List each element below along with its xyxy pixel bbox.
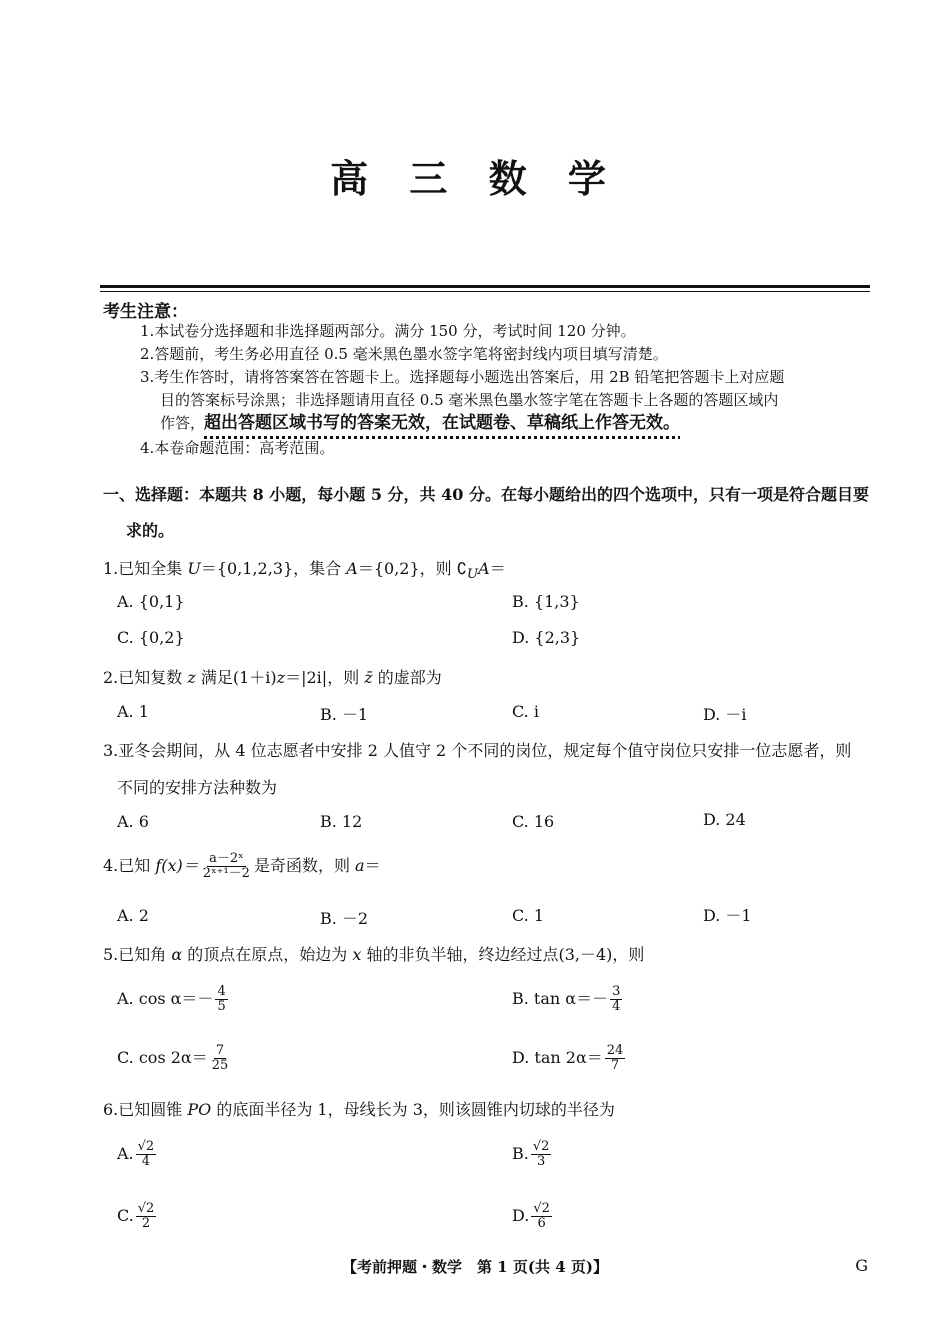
q5-option-a: A. cos α＝－ $\frac{4}{5}$ [117,984,226,1014]
q6-option-a: A. $\frac{√2}{4}$ [117,1139,155,1169]
notice-item-3-cont2: 作答， [160,414,206,432]
question-3-cont: 不同的安排方法种数为 [117,778,278,797]
q1-option-d: D. {2,3} [512,628,581,647]
q2-option-d: D. －i [703,705,747,724]
question-4: 4.已知 f(x)＝ $\frac{\text{a－2ˣ}}{\text{2ˣ⁺¹－2}}$ 是奇函数，则 a＝ [103,851,381,881]
q6-option-d: D. $\frac{√2}{6}$ [512,1201,550,1231]
q3-option-b: B. 12 [320,812,363,831]
q4-option-a: A. 2 [117,906,149,925]
q5-option-b: B. tan α＝－ $\frac{3}{4}$ [512,984,621,1014]
q4-option-c: C. 1 [512,906,545,925]
notice-item-4: 4.本卷命题范围：高考范围。 [140,439,335,457]
notice-item-2: 2.答题前，考生务必用直径 0.5 毫米黑色墨水签字笔将密封线内项目填写清楚。 [140,345,668,363]
notice-item-3: 3.考生作答时，请将答案答在答题卡上。选择题每小题选出答案后，用 2B 铅笔把答题卡上对应题 [140,368,785,386]
question-5: 5.已知角 α 的顶点在原点，始边为 x 轴的非负半轴，终边经过点(3,－4)，则 [103,945,645,964]
header-rule-thin [100,291,870,292]
q5-option-c: C. cos 2α＝ $\frac{7}{25}$ [117,1043,229,1073]
question-6: 6.已知圆锥 PO 的底面半径为 1，母线长为 3，则该圆锥内切球的半径为 [103,1100,615,1119]
notice-item-1: 1.本试卷分选择题和非选择题两部分。满分 150 分，考试时间 120 分钟。 [140,322,636,340]
q3-option-a: A. 6 [117,812,149,831]
q5-option-d: D. tan 2α＝ $\frac{24}{7}$ [512,1043,624,1073]
question-3: 3.亚冬会期间，从 4 位志愿者中安排 2 人值守 2 个不同的岗位，规定每个值守岗位只安排一位志愿者，则 [103,741,852,760]
q2-option-b: B. －1 [320,705,369,724]
q2-option-a: A. 1 [117,702,149,721]
q6-option-c: C. $\frac{√2}{2}$ [117,1201,155,1231]
header-rule [100,285,870,288]
page-title: 高 三 数 学 [330,156,620,201]
q1-option-b: B. {1,3} [512,592,580,611]
q1-option-a: A. {0,1} [117,592,185,611]
q3-option-d: D. 24 [703,810,746,829]
notice-heading: 考生注意： [103,302,188,322]
q4-option-b: B. －2 [320,909,369,928]
q1-option-c: C. {0,2} [117,628,185,647]
question-1: 1.已知全集 U＝{0,1,2,3}，集合 A＝{0,2}，则 $∁_UA=$ [103,559,506,583]
q3-option-c: C. 16 [512,812,555,831]
version-mark: G [855,1256,868,1275]
notice-item-3-cont: 目的答案标号涂黑；非选择题请用直径 0.5 毫米黑色墨水签字笔在答题卡上各题的答题区域内 [160,391,779,409]
page-footer: 【考前押题・数学 第 1 页(共 4 页)】 [342,1258,608,1276]
notice-emphasis: 超出答题区域书写的答案无效，在试题卷、草稿纸上作答无效。 [204,413,680,433]
q4-option-d: D. －1 [703,906,752,925]
q6-option-b: B. $\frac{√2}{3}$ [512,1139,550,1169]
section-heading-cont: 求的。 [126,521,175,540]
question-2: 2.已知复数 z 满足(1＋i)z＝|2i|，则 z̄ 的虚部为 [103,668,442,687]
q2-option-c: C. i [512,702,539,721]
section-heading: 一、选择题：本题共 8 小题，每小题 5 分，共 40 分。在每小题给出的四个选项中，只有一项是符合题目要 [103,485,869,504]
q4-fraction: $\frac{\text{a－2ˣ}}{\text{2ˣ⁺¹－2}}$ [202,851,250,881]
